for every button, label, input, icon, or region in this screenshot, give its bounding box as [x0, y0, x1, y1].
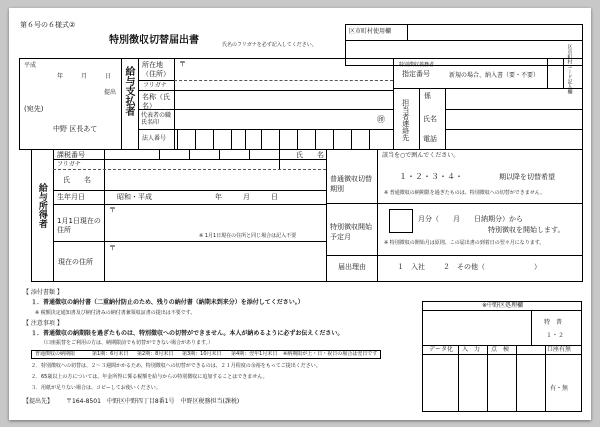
yes-no[interactable]: 有・無: [550, 385, 569, 392]
form-title: 特別徴収切替届出書: [109, 35, 199, 46]
birth-label: 生年月日: [57, 193, 85, 201]
payer-postal-mark: 〒: [179, 60, 186, 68]
jan1-postal-mark: 〒: [109, 206, 116, 214]
special-label: 特 普: [544, 319, 563, 326]
payer-furigana-label: フリガナ: [143, 82, 167, 89]
recipient-name-right: 氏 名: [296, 151, 324, 159]
schedule-1: 第1期：6月末日: [92, 351, 129, 357]
special-value: １・２: [546, 332, 565, 339]
city-use-label[interactable]: 区市町村使用欄: [349, 28, 392, 35]
person-label: 氏名: [423, 115, 437, 123]
schedule-2: 第2期：8月末日: [137, 351, 174, 357]
bank-label: 口座有無: [547, 346, 572, 353]
designation-number-label: 指定番号: [402, 70, 430, 78]
schedule-3: 第3期：10月末日: [182, 351, 222, 357]
caution-header: 【 注意事項 】: [23, 320, 63, 327]
schedule-5: ※納期限が土・日・祝日の場合は翌日です: [283, 351, 378, 357]
submit-address: 〒164-8501 中野区中野四丁目8番1号 中野区税務担当(課税): [66, 398, 240, 405]
check-label: 点 検: [491, 346, 510, 353]
recipient-furigana-label: フリガナ: [57, 161, 81, 168]
city-use-note: 区市町村コード記入欄: [566, 44, 573, 94]
payer-rep-label: 代表者の職氏名印: [141, 112, 172, 126]
attach-item-1: １．普通徴収の納付書（二重納付防止のため、残りの納付書（納期未到来分）を添付してください。）: [31, 299, 304, 306]
caution-item-2: ２．特別徴収への切替は、２～３週間かかるため、特別徴収への切替ができるのは、２１月程度の余裕をもってご提出ください。: [31, 363, 321, 369]
office-header: ※中野区処理欄: [482, 302, 524, 309]
data-label: データ化: [429, 346, 454, 353]
caution-item-1: １．普通徴収の納期限を過ぎたものは、特別徴収への切替ができません。本人が納めるように必ずお伝えください。: [31, 330, 344, 337]
start-label: 特別徴収開始予定月: [330, 223, 372, 241]
attach-header: 【 添付書類 】: [23, 289, 63, 296]
start-month-input[interactable]: [389, 209, 413, 233]
form-sheet: [9, 8, 591, 420]
schedule-0: 普通徴収の納期限: [35, 351, 76, 357]
start-note: ※ 特別徴収の開始月は原則、この届出書の到着日の翌々月になります。: [384, 240, 545, 246]
division-label: 係: [424, 92, 431, 100]
periods-options[interactable]: １・２・３・４・: [399, 172, 463, 181]
caution-item-4: ３．用紙が足りない場合は、コピーしてお使いください。: [31, 385, 161, 391]
birth-units[interactable]: 年 月 日: [215, 193, 278, 201]
recipient-name-label: 氏 名: [63, 176, 91, 184]
submitted-label: 提出: [104, 89, 117, 96]
era-label: 平成: [24, 62, 37, 69]
caution-item-3: ２．65歳以上の方については、年金所得に係る税額を給与からの特別徴収に追加することはできません。: [31, 374, 268, 380]
switch-period-label: 普通徴収切替期別: [330, 175, 372, 193]
reason-1[interactable]: １ 入社: [397, 263, 425, 271]
submit-label: 【提出先】: [23, 398, 54, 405]
taxpayer-no-label: 課税番号: [57, 151, 85, 159]
recipient-section-label: 給与所得者: [36, 183, 47, 228]
payer-name-label: 名称（氏名）: [142, 93, 170, 110]
input-label: 入 力: [462, 346, 481, 353]
reason-label: 届出理由: [338, 263, 366, 271]
circle-note: 該当を○で囲んでください。: [382, 152, 460, 159]
addressee: 中野 区長あて: [53, 125, 98, 133]
furigana-note: 氏名のフリガナを必ず記入してください。: [222, 42, 317, 48]
office-use-box: [422, 301, 582, 412]
addressee-prefix: (宛先): [24, 105, 44, 113]
designation-label: 特別徴収義務者: [399, 62, 435, 68]
new-case-label[interactable]: 新規の場合、納入書（要・不要）: [449, 72, 540, 79]
current-address-label: 現在の住所: [58, 258, 93, 266]
payer-address-label: 所在地（住所）: [142, 61, 170, 78]
phone-label: 電話: [423, 135, 437, 143]
switch-tail: 期以降を切替希望: [499, 173, 555, 181]
schedule-4: 第4期：翌年1月末日: [231, 351, 278, 357]
payer-section-label: 給与支払者: [123, 66, 134, 116]
start-month-text: 月分（ 月 日納期分）から: [418, 215, 523, 223]
jan1-address-label: 1月1日現在の住所: [57, 217, 101, 234]
form-number: 第６号の６様式②: [20, 21, 76, 29]
current-postal-mark: 〒: [109, 244, 116, 252]
reason-2[interactable]: ２ その他（ ）: [443, 263, 541, 271]
contact-label: 担当者連絡先: [401, 99, 410, 141]
seal-mark: ㊞: [377, 115, 385, 124]
jan1-note: ※ 1月1日現在の住所と同じ場合は記入不要: [199, 233, 297, 239]
start-text: 特別徴収を開始します。: [488, 226, 565, 234]
attach-star: ※ 税額決定通知書及び納付済みの納付書兼領収証書の提出は不要です。: [35, 310, 196, 316]
birth-options[interactable]: 昭和・平成: [117, 193, 152, 201]
deadline-note: ※ 普通徴収の納期限を過ぎたものは、特別徴収への切替ができません。: [384, 190, 546, 196]
date-labels[interactable]: 年 月 日: [57, 73, 112, 80]
corp-number-label: 法人番号: [142, 135, 167, 142]
caution-item-1b: （口座振替をご利用の方は、納期限前でも切替ができない場合があります。）: [41, 340, 214, 346]
